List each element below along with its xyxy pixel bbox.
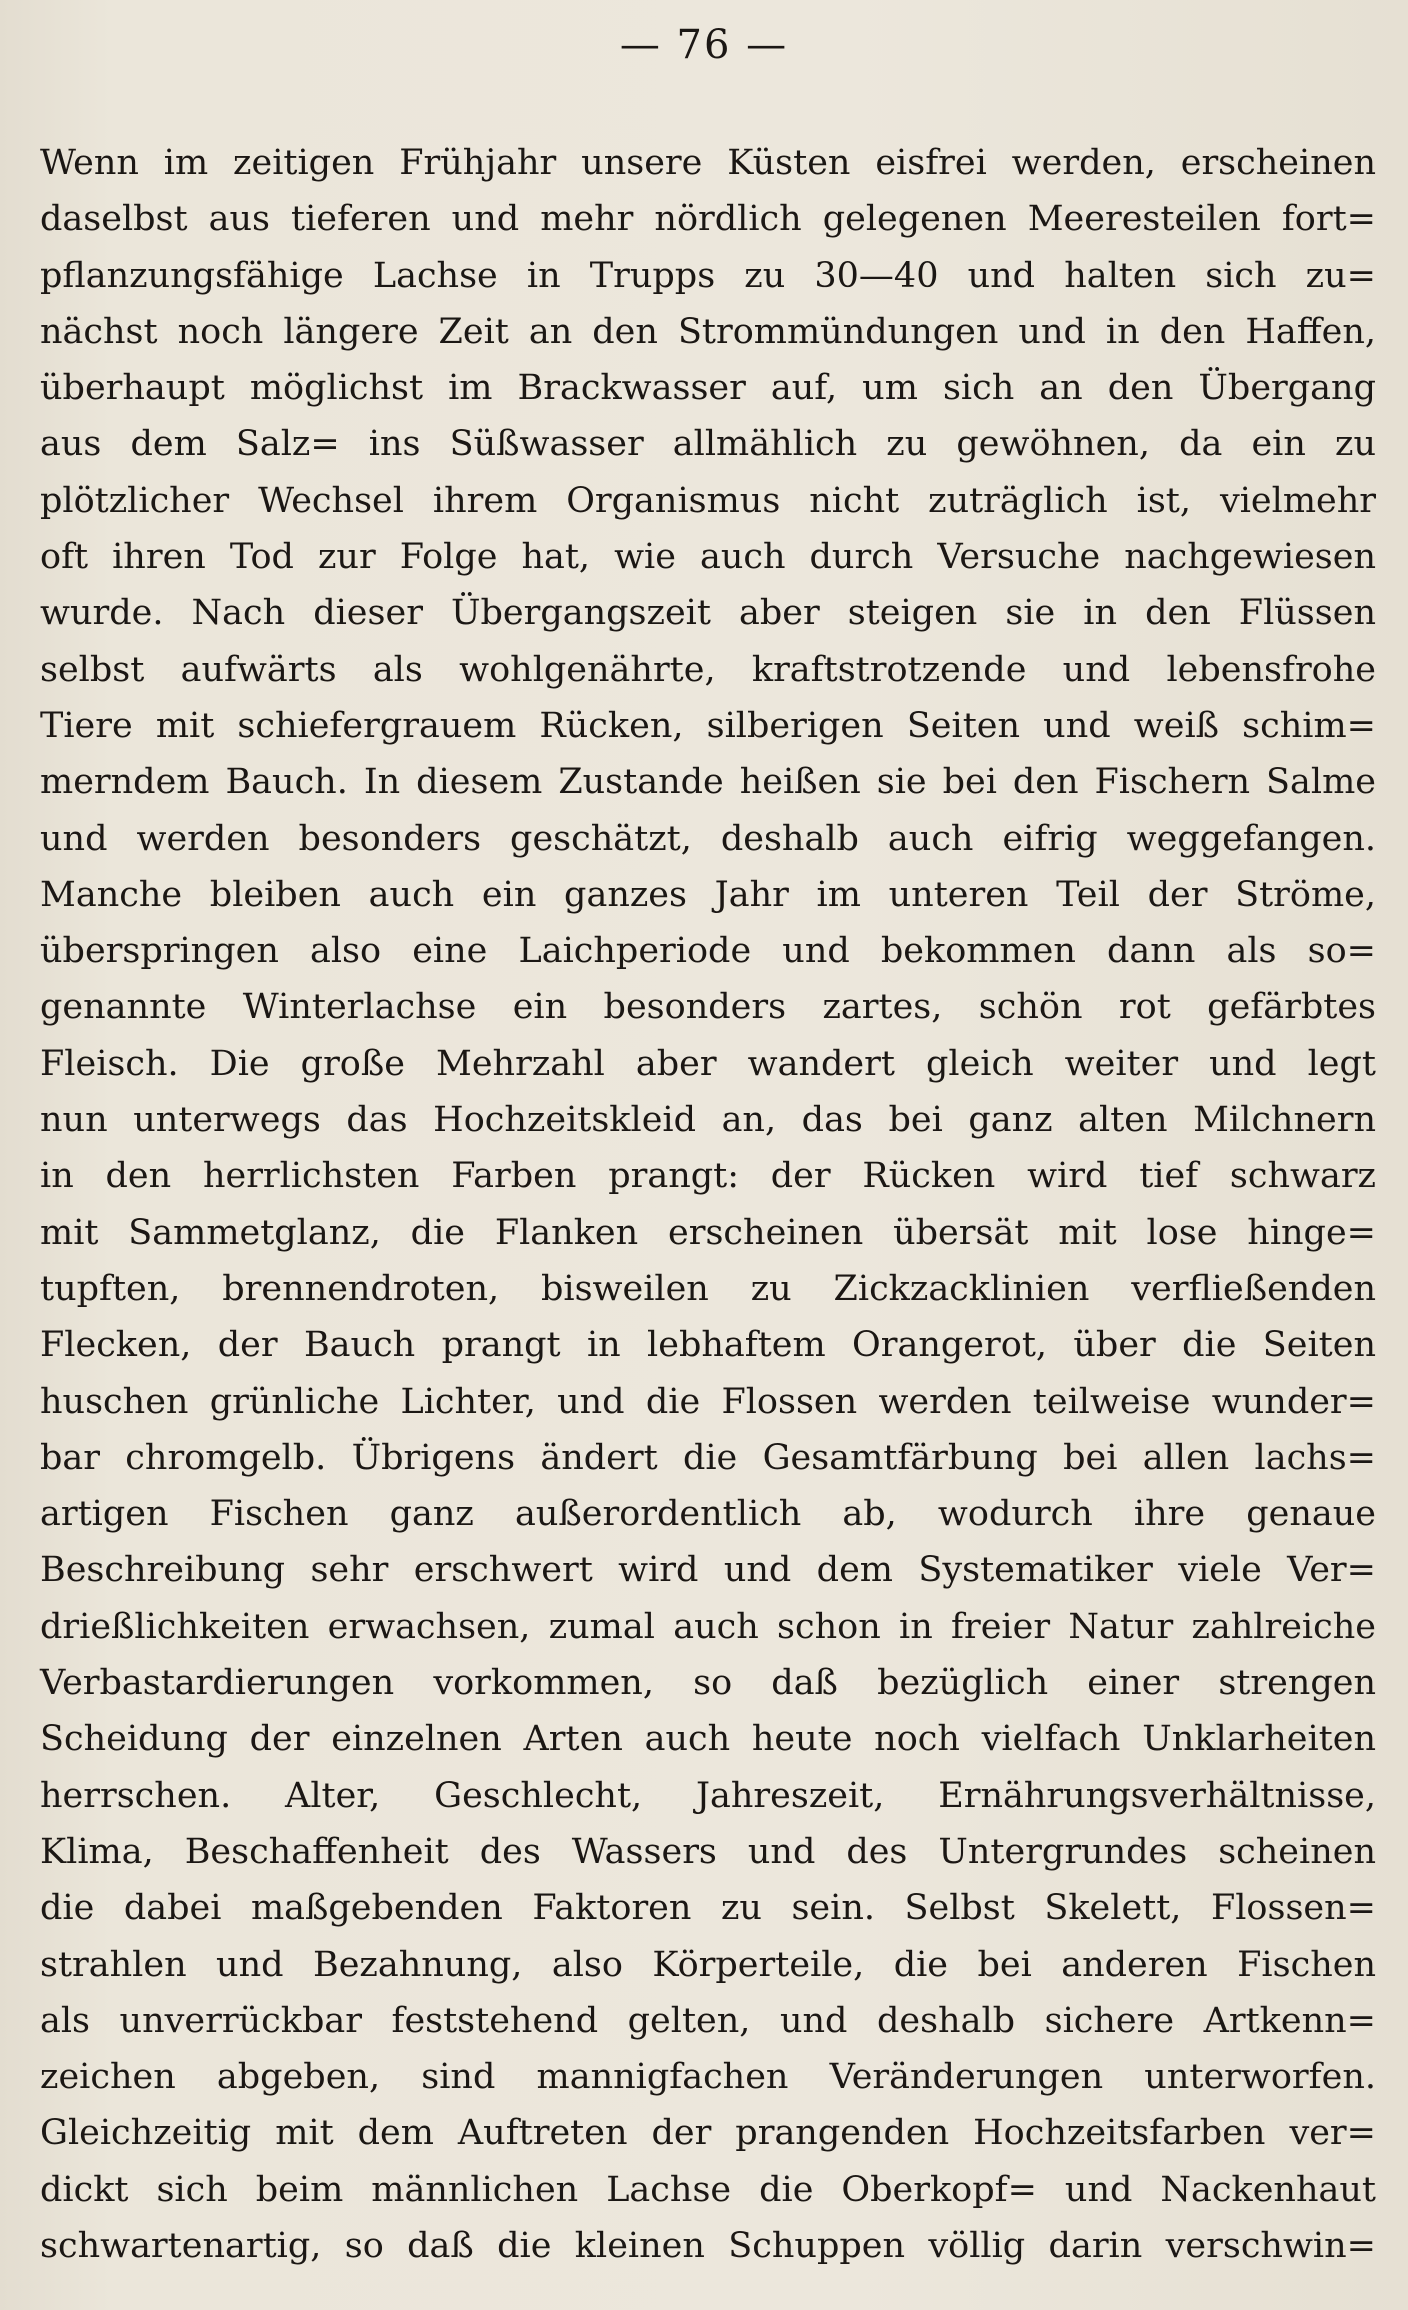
text-line: dickt sich beim männlichen Lachse die Oberkopf= und Nackenhaut <box>40 2169 1376 2210</box>
text-line: Manche bleiben auch ein ganzes Jahr im unteren Teil der Ströme, <box>40 874 1376 915</box>
text-line: bar chromgelb. Übrigens ändert die Gesamtfärbung bei allen lachs= <box>40 1437 1376 1478</box>
text-line: tupften, brennendroten, bisweilen zu Zickzacklinien verfließenden <box>40 1268 1376 1309</box>
text-line: huschen grünliche Lichter, und die Flossen werden teilweise wunder= <box>40 1381 1376 1422</box>
text-line: selbst aufwärts als wohlgenährte, kraftstrotzende und lebensfrohe <box>40 649 1376 690</box>
text-line: als unverrückbar feststehend gelten, und deshalb sichere Artkenn= <box>40 2000 1376 2041</box>
text-line: mit Sammetglanz, die Flanken erscheinen übersät mit lose hinge= <box>40 1212 1376 1253</box>
text-line: und werden besonders geschätzt, deshalb auch eifrig weggefangen. <box>40 818 1376 859</box>
text-line: Gleichzeitig mit dem Auftreten der prangenden Hochzeitsfarben ver= <box>40 2113 1376 2154</box>
text-line: Verbastardierungen vorkommen, so daß bezüglich einer strengen <box>40 1663 1376 1704</box>
text-line: die dabei maßgebenden Faktoren zu sein. Selbst Skelett, Flossen= <box>40 1888 1376 1929</box>
text-line: Tiere mit schiefergrauem Rücken, silberigen Seiten und weiß schim= <box>40 705 1376 746</box>
text-line: Wenn im zeitigen Frühjahr unsere Küsten eisfrei werden, erscheinen <box>40 143 1376 183</box>
text-line: Scheidung der einzelnen Arten auch heute noch vielfach Unklarheiten <box>40 1719 1376 1760</box>
text-line: Flecken, der Bauch prangt in lebhaftem Orangerot, über die Seiten <box>40 1325 1376 1366</box>
text-line: genannte Winterlachse ein besonders zartes, schön rot gefärbtes <box>40 987 1376 1028</box>
text-line: oft ihren Tod zur Folge hat, wie auch durch Versuche nachgewiesen <box>40 537 1376 578</box>
text-line: nächst noch längere Zeit an den Strommündungen und in den Haffen, <box>40 311 1376 352</box>
text-line: herrschen. Alter, Geschlecht, Jahreszeit, Ernährungsverhältnisse, <box>40 1775 1376 1816</box>
text-line: artigen Fischen ganz außerordentlich ab, wodurch ihre genaue <box>40 1494 1376 1535</box>
text-line: strahlen und Bezahnung, also Körperteile, die bei anderen Fischen <box>40 1944 1376 1985</box>
text-line: Klima, Beschaffenheit des Wassers und des Untergrundes scheinen <box>40 1831 1376 1872</box>
text-line: überhaupt möglichst im Brackwasser auf, um sich an den Übergang <box>40 368 1376 409</box>
text-line: merndem Bauch. In diesem Zustande heißen sie bei den Fischern Salme <box>40 762 1376 803</box>
text-line: schwartenartig, so daß die kleinen Schuppen völlig darin verschwin= <box>40 2225 1376 2266</box>
text-line: pflanzungsfähige Lachse in Trupps zu 30—40 und halten sich zu= <box>40 255 1376 296</box>
body-text <box>40 135 1376 2274</box>
page-number-header: — 76 — <box>619 22 789 68</box>
text-line: plötzlicher Wechsel ihrem Organismus nicht zuträglich ist, vielmehr <box>40 480 1376 521</box>
text-line: zeichen abgeben, sind mannigfachen Veränderungen unterworfen. <box>40 2057 1376 2098</box>
text-line: Beschreibung sehr erschwert wird und dem Systematiker viele Ver= <box>40 1550 1376 1591</box>
text-line: wurde. Nach dieser Übergangszeit aber steigen sie in den Flüssen <box>40 593 1376 634</box>
text-line: aus dem Salz= ins Süßwasser allmählich zu gewöhnen, da ein zu <box>40 424 1376 465</box>
text-line: in den herrlichsten Farben prangt: der Rücken wird tief schwarz <box>40 1156 1376 1197</box>
text-line: Fleisch. Die große Mehrzahl aber wandert gleich weiter und legt <box>40 1043 1376 1084</box>
text-line: daselbst aus tieferen und mehr nördlich gelegenen Meeresteilen fort= <box>40 199 1376 240</box>
text-line: nun unterwegs das Hochzeitskleid an, das bei ganz alten Milchnern <box>40 1100 1376 1141</box>
text-line: überspringen also eine Laichperiode und bekommen dann als so= <box>40 931 1376 972</box>
text-line: drießlichkeiten erwachsen, zumal auch schon in freier Natur zahlreiche <box>40 1606 1376 1647</box>
